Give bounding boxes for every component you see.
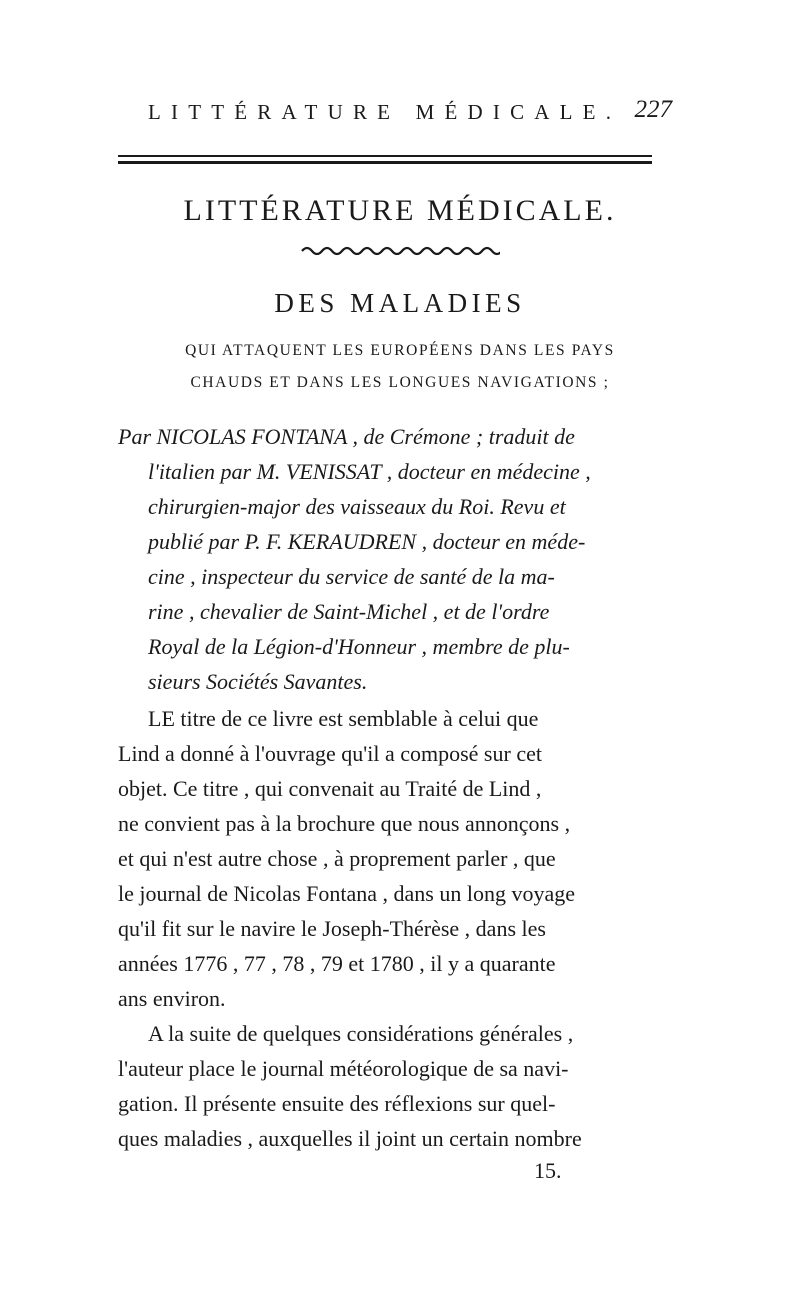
double-rule-divider [118, 155, 652, 164]
body-line: et qui n'est autre chose , à proprement parler , que [118, 846, 556, 871]
body-line: ans environ. [118, 986, 226, 1011]
byline-line: publié par P. F. KERAUDREN , docteur en méde- [148, 529, 586, 554]
section-title: LITTÉRATURE MÉDICALE. [183, 194, 617, 227]
signature-mark: 15. [534, 1158, 562, 1183]
byline-line: rine , chevalier de Saint-Michel , et de l'ordre [148, 599, 550, 624]
body-line: l'auteur place le journal météorologique de sa navi- [118, 1056, 569, 1081]
body-line: LE titre de ce livre est semblable à celui que [148, 706, 539, 731]
byline-line: Royal de la Légion-d'Honneur , membre de plu- [148, 634, 570, 659]
body-line: qu'il fit sur le navire le Joseph-Thérèse , dans les [118, 916, 546, 941]
body-line: gation. Il présente ensuite des réflexions sur quel- [118, 1091, 556, 1116]
wavy-ornament [300, 244, 500, 258]
body-line: le journal de Nicolas Fontana , dans un long voyage [118, 881, 576, 906]
byline-line: l'italien par M. VENISSAT , docteur en médecine , [148, 459, 591, 484]
byline-line: cine , inspecteur du service de santé de la ma- [148, 564, 555, 589]
work-subtitle-line: QUI ATTAQUENT LES EUROPÉENS DANS LES PAYS [185, 342, 615, 359]
byline-line: sieurs Sociétés Savantes. [148, 669, 368, 694]
running-head [148, 96, 672, 130]
running-head-title: LITTÉRATURE MÉDICALE. [148, 100, 622, 124]
body-line: A la suite de quelques considérations générales , [148, 1021, 574, 1046]
body-line: objet. Ce titre , qui convenait au Traité de Lind , [118, 776, 542, 801]
work-subtitle-line: CHAUDS ET DANS LES LONGUES NAVIGATIONS ; [190, 374, 610, 391]
byline-line: chirurgien-major des vaisseaux du Roi. Revu et [148, 494, 566, 519]
byline-line: Par NICOLAS FONTANA , de Crémone ; traduit de [118, 424, 575, 449]
body-line: ne convient pas à la brochure que nous annonçons , [118, 811, 571, 836]
body-line: Lind a donné à l'ouvrage qu'il a composé sur cet [118, 741, 542, 766]
work-title: DES MALADIES [274, 288, 526, 318]
page-number: 227 [634, 96, 672, 123]
body-line: années 1776 , 77 , 78 , 79 et 1780 , il y a quarante [118, 951, 556, 976]
body-line: ques maladies , auxquelles il joint un certain nombre [118, 1126, 582, 1151]
